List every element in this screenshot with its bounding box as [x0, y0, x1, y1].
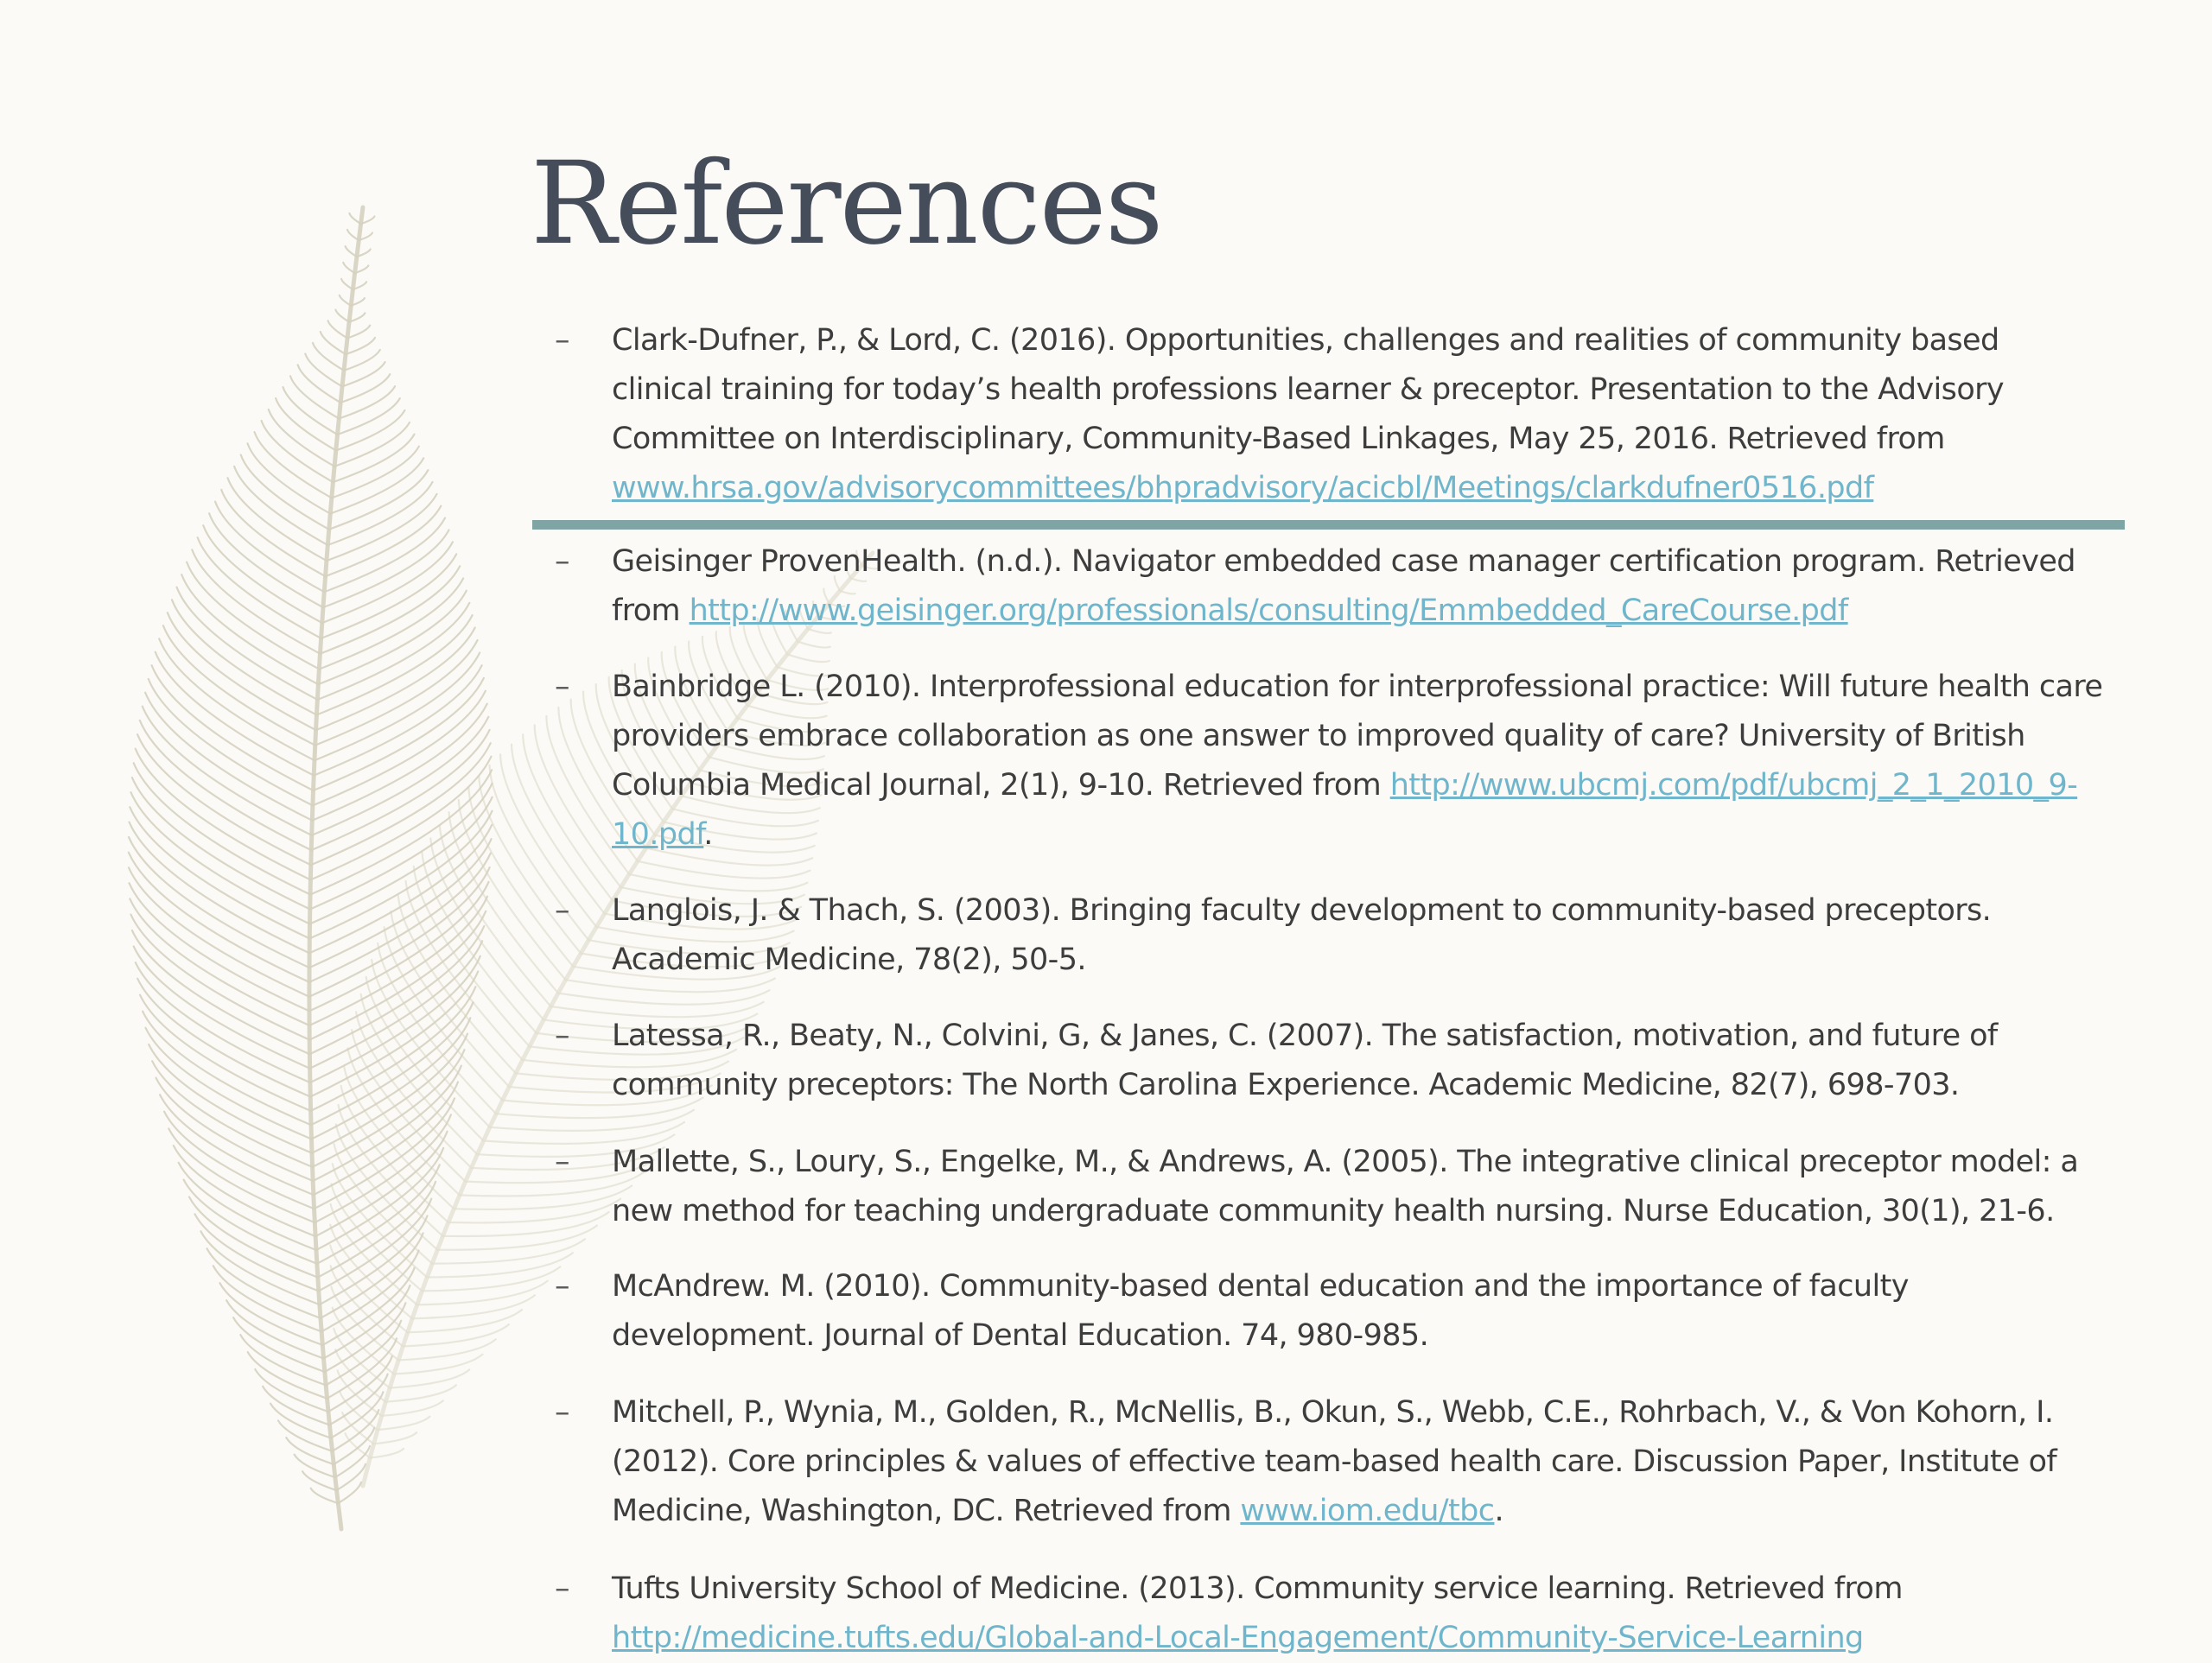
reference-text: Clark-Dufner, P., & Lord, C. (2016). Opportunities, challenges and realities of community based clinical training for today’s health professions learner & preceptor. Presentation to the Advisory Committee on Interdisciplinary, Community-Based Linkages, May 25, 2016. Retrieved from [612, 323, 2005, 456]
list-marker: – [555, 1395, 569, 1430]
list-marker: – [555, 670, 569, 704]
reference-text: Mitchell, P., Wynia, M., Golden, R., McNellis, B., Okun, S., Webb, C.E., Rohrbach, V., & Von Kohorn, I. (2012). Core principles & values of effective team-based health care. Discussion Paper, Institute of Medicine, Washington, DC. Retrieved from [612, 1395, 2057, 1528]
reference-text: Langlois, J. & Thach, S. (2003). Bringing faculty development to community-based preceptors. Academic Medicine, 78(2), 50-5. [612, 893, 1992, 977]
reference-item [555, 1012, 2107, 1110]
list-marker: – [555, 323, 569, 358]
reference-tail: . [703, 817, 713, 852]
reference-text: Latessa, R., Beaty, N., Colvini, G, & Janes, C. (2007). The satisfaction, motivation, and future of community preceptors: The North Carolina Experience. Academic Medicine, 82(7), 698-703. [612, 1019, 1998, 1102]
list-marker: – [555, 893, 569, 928]
list-marker: – [555, 1269, 569, 1304]
reference-item [555, 1388, 2107, 1536]
reference-tail: . [1494, 1494, 1503, 1528]
reference-link[interactable]: http://medicine.tufts.edu/Global-and-Local-Engagement/Community-Service-Learning [612, 1621, 1864, 1655]
reference-item [555, 537, 2107, 636]
reference-text: McAndrew. M. (2010). Community-based dental education and the importance of faculty development. Journal of Dental Education. 74, 980-985. [612, 1269, 1909, 1353]
reference-item [555, 886, 2107, 985]
reference-text: Bainbridge L. (2010). Interprofessional education for interprofessional practice: Will future health care providers embrace collaboration as one answer to improved quality of care? University of British Columbia Medical Journal, 2(1), 9-10. Retrieved from [612, 670, 2103, 803]
list-marker: – [555, 544, 569, 579]
reference-item [555, 1138, 2107, 1236]
list-marker: – [555, 1019, 569, 1053]
list-marker: – [555, 1571, 569, 1606]
reference-text: Tufts University School of Medicine. (2013). Community service learning. Retrieved from [612, 1571, 1903, 1606]
reference-text: Mallette, S., Loury, S., Engelke, M., & Andrews, A. (2005). The integrative clinical preceptor model: a new method for teaching undergraduate community health nursing. Nurse Education, 30(1), 21-6. [612, 1145, 2079, 1228]
reference-item [555, 663, 2107, 860]
reference-item [555, 1262, 2107, 1361]
title-divider [532, 520, 2125, 530]
page-title: References [531, 137, 1162, 270]
reference-link[interactable]: www.iom.edu/tbc [1240, 1494, 1495, 1528]
reference-item [555, 316, 2107, 513]
reference-text: Geisinger ProvenHealth. (n.d.). Navigator embedded case manager certification program. Retrieved from [612, 544, 2075, 628]
reference-link[interactable]: http://www.geisinger.org/professionals/consulting/Emmbedded_CareCourse.pdf [689, 593, 1848, 628]
list-marker: – [555, 1145, 569, 1179]
reference-link[interactable]: http://www.ubcmj.com/pdf/ubcmj_2_1_2010_9-10.pdf [612, 768, 2078, 852]
reference-item [555, 1565, 2107, 1663]
reference-link[interactable]: www.hrsa.gov/advisorycommittees/bhpradvisory/acicbl/Meetings/clarkdufner0516.pdf [612, 471, 1874, 505]
